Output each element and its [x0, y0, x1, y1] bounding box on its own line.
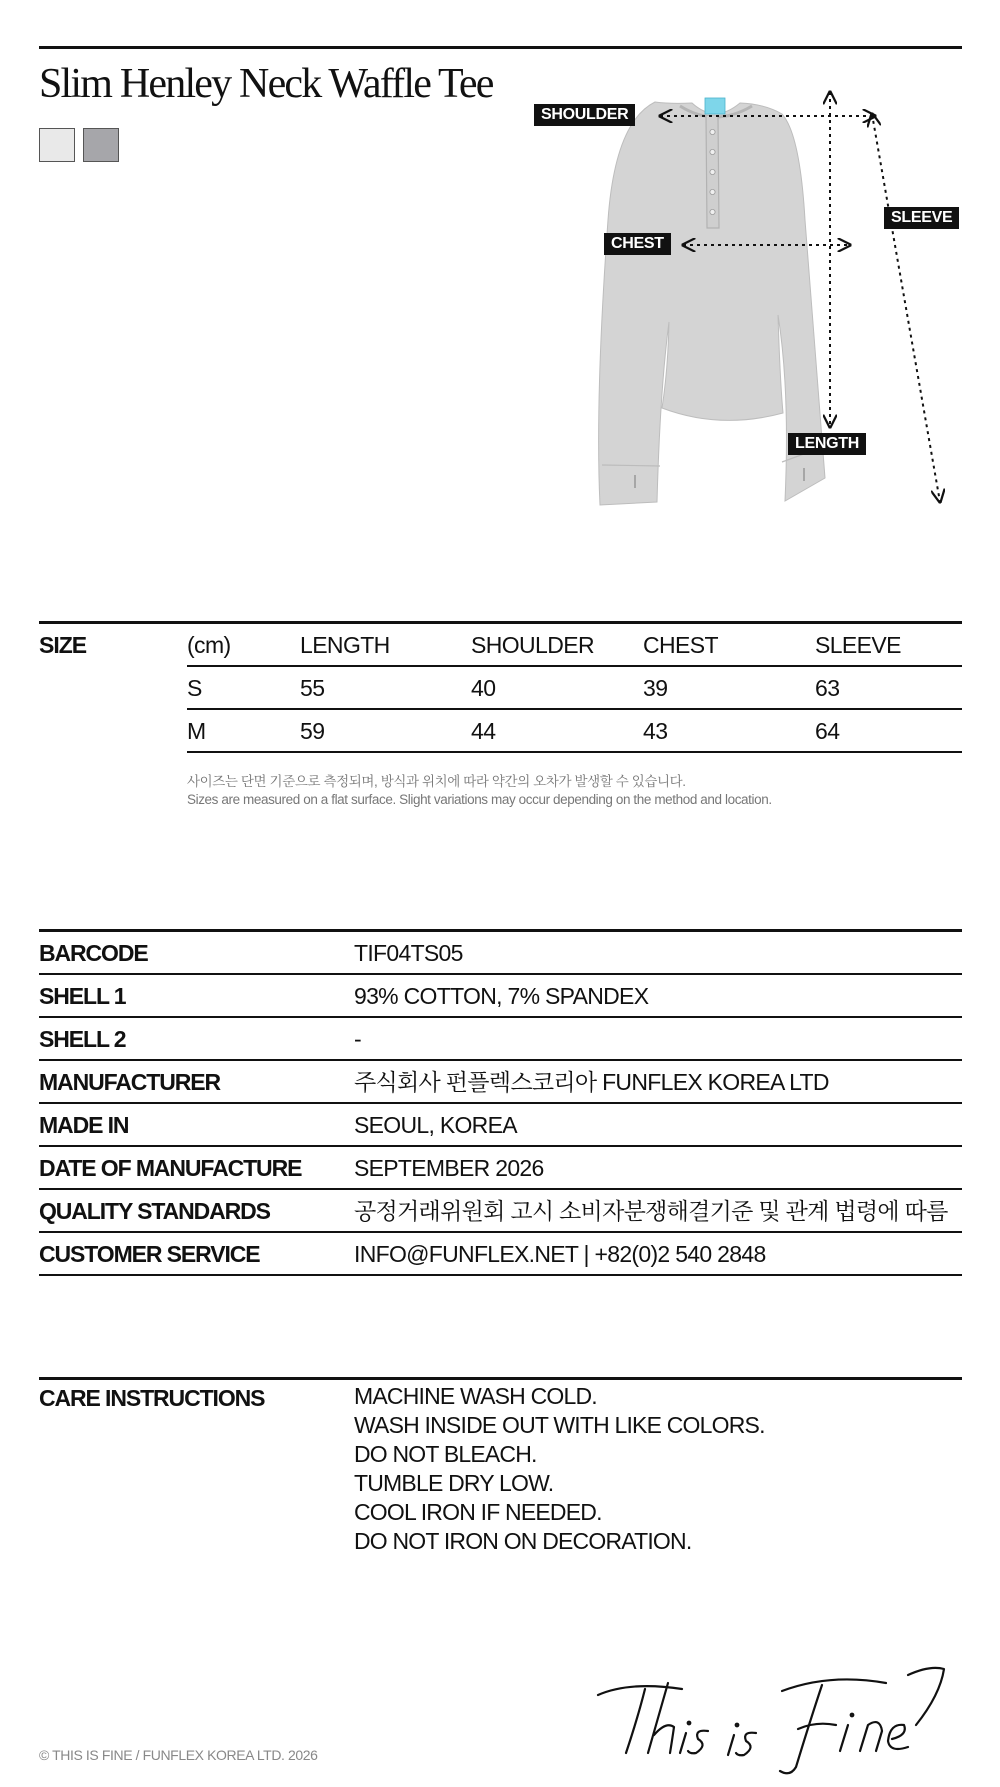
header-length: LENGTH — [300, 632, 390, 658]
size-table-header — [39, 624, 962, 667]
product-title: Slim Henley Neck Waffle Tee — [39, 61, 493, 107]
chest-cell: 43 — [643, 718, 668, 744]
info-value: 주식회사 펀플렉스코리아 FUNFLEX KOREA LTD — [354, 1069, 829, 1095]
shoulder-cell: 44 — [471, 718, 496, 744]
info-key: SHELL 2 — [39, 1026, 126, 1052]
care-top-rule — [39, 1377, 962, 1380]
info-key: MADE IN — [39, 1112, 129, 1138]
sleeve-line — [872, 114, 940, 502]
info-key: QUALITY STANDARDS — [39, 1198, 270, 1224]
care-line: COOL IRON IF NEEDED. — [354, 1499, 602, 1525]
sleeve-cell: 63 — [815, 675, 840, 701]
care-line: TUMBLE DRY LOW. — [354, 1470, 554, 1496]
header-sleeve: SLEEVE — [815, 632, 901, 658]
color-swatch-dark-gray[interactable] — [83, 128, 119, 162]
table-row — [39, 710, 962, 753]
info-row-barcode — [39, 932, 962, 975]
header-chest: CHEST — [643, 632, 718, 658]
copyright-text: © THIS IS FINE / FUNFLEX KOREA LTD. 2026 — [39, 1747, 318, 1763]
length-cell: 59 — [300, 718, 325, 744]
chest-label: CHEST — [604, 233, 671, 255]
info-row-shell-2 — [39, 1018, 962, 1061]
neck-tag — [705, 98, 725, 114]
size-cell: S — [187, 675, 202, 701]
info-key: CUSTOMER SERVICE — [39, 1241, 260, 1267]
shoulder-cell: 40 — [471, 675, 496, 701]
header-unit: (cm) — [187, 632, 231, 658]
info-row-made-in — [39, 1104, 962, 1147]
info-row-date-of-manufacture — [39, 1147, 962, 1190]
length-label: LENGTH — [788, 433, 866, 455]
color-swatch-light-gray[interactable] — [39, 128, 75, 162]
info-key: DATE OF MANUFACTURE — [39, 1155, 302, 1181]
garment-diagram — [520, 70, 980, 530]
chest-cell: 39 — [643, 675, 668, 701]
info-key: SHELL 1 — [39, 983, 126, 1009]
info-value: 93% COTTON, 7% SPANDEX — [354, 983, 649, 1009]
table-row — [39, 667, 962, 710]
size-note-english: Sizes are measured on a flat surface. Slight variations may occur depending on the method and location. — [187, 792, 772, 807]
info-value: 공정거래위원회 고시 소비자분쟁해결기준 및 관계 법령에 따름 — [354, 1198, 948, 1224]
care-line: WASH INSIDE OUT WITH LIKE COLORS. — [354, 1412, 765, 1438]
care-instructions-list — [354, 1382, 765, 1556]
info-value: SEOUL, KOREA — [354, 1112, 517, 1138]
info-value: TIF04TS05 — [354, 940, 463, 966]
info-row-customer-service — [39, 1233, 962, 1276]
henley-tee-illustration — [520, 70, 980, 530]
sleeve-label: SLEEVE — [884, 207, 959, 229]
info-row-quality-standards — [39, 1190, 962, 1233]
shoulder-label: SHOULDER — [534, 104, 635, 126]
care-line: DO NOT IRON ON DECORATION. — [354, 1528, 692, 1554]
care-line: MACHINE WASH COLD. — [354, 1383, 597, 1409]
info-value: SEPTEMBER 2026 — [354, 1155, 544, 1181]
length-cell: 55 — [300, 675, 325, 701]
size-table-bottom-rule — [187, 751, 962, 753]
info-row-shell-1 — [39, 975, 962, 1018]
size-note-korean: 사이즈는 단면 기준으로 측정되며, 방식과 위치에 따라 약간의 오차가 발생할 수 있습니다. — [187, 774, 686, 789]
info-key: BARCODE — [39, 940, 148, 966]
info-key: MANUFACTURER — [39, 1069, 221, 1095]
size-table-label: SIZE — [39, 632, 87, 658]
header-shoulder: SHOULDER — [471, 632, 595, 658]
info-value[interactable]: INFO@FUNFLEX.NET | +82(0)2 540 2848 — [354, 1241, 766, 1267]
brand-signature-logo — [590, 1655, 970, 1775]
size-cell: M — [187, 718, 206, 744]
info-row-manufacturer — [39, 1061, 962, 1104]
care-line: DO NOT BLEACH. — [354, 1441, 537, 1467]
sleeve-cell: 64 — [815, 718, 840, 744]
info-value: - — [354, 1026, 361, 1052]
top-rule — [39, 46, 962, 49]
care-instructions-label: CARE INSTRUCTIONS — [39, 1385, 265, 1411]
